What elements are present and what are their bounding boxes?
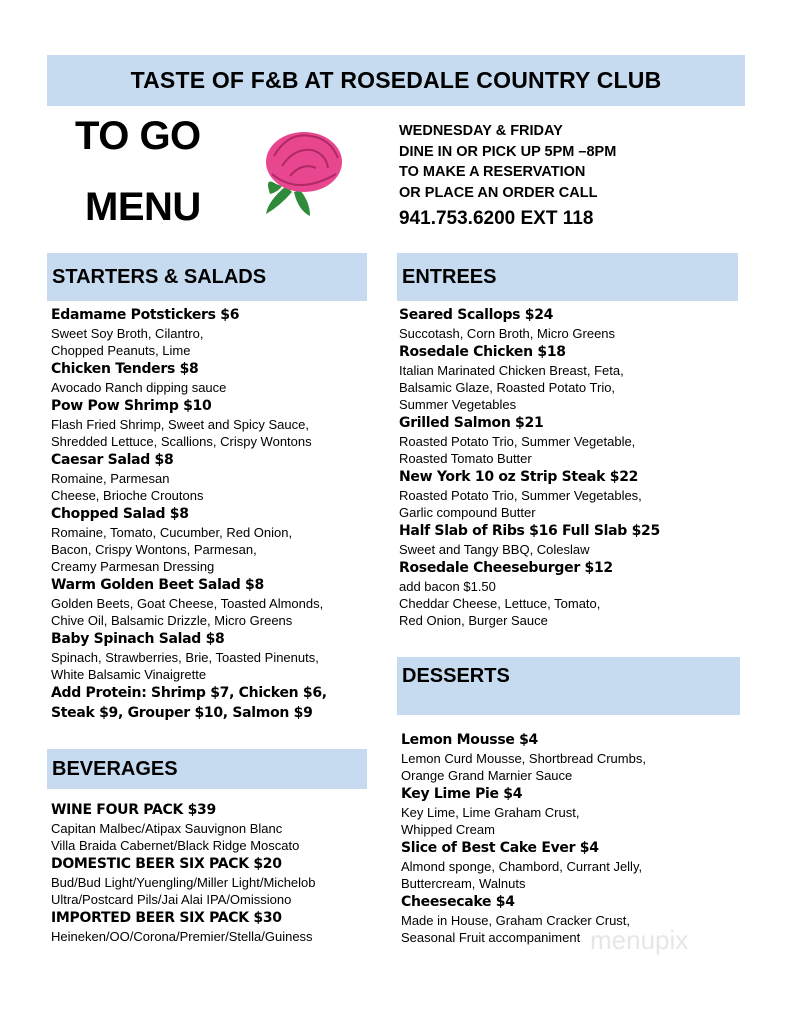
item-description: Chopped Peanuts, Lime (51, 343, 191, 358)
info-line: TO MAKE A RESERVATION (399, 164, 586, 180)
beverages-heading: BEVERAGES (47, 749, 367, 789)
beverages-list (51, 800, 316, 945)
item-description: Made in House, Graham Cracker Crust, (401, 913, 631, 928)
item-description: Bacon, Crispy Wontons, Parmesan, (51, 542, 257, 557)
entrees-heading: ENTREES (397, 253, 738, 301)
watermark: menupix (590, 925, 689, 955)
item-name: Cheesecake $4 (401, 894, 515, 910)
item-name: Grilled Salmon $21 (399, 415, 544, 431)
item-description: Spinach, Strawberries, Brie, Toasted Pinenuts, (51, 650, 319, 665)
item-description: Romaine, Parmesan (51, 471, 170, 486)
item-name: Half Slab of Ribs $16 Full Slab $25 (399, 523, 660, 539)
item-name: Rosedale Chicken $18 (399, 344, 566, 360)
item-description: Chive Oil, Balsamic Drizzle, Micro Greens (51, 613, 293, 628)
item-description: Roasted Potato Trio, Summer Vegetables, (399, 488, 642, 503)
item-description: Cheddar Cheese, Lettuce, Tomato, (399, 596, 601, 611)
item-name: Seared Scallops $24 (399, 307, 554, 323)
item-name: DOMESTIC BEER SIX PACK $20 (51, 856, 282, 872)
item-name: WINE FOUR PACK $39 (51, 802, 216, 818)
menu-item (51, 504, 327, 575)
item-description: Capitan Malbec/Atipax Sauvignon Blanc (51, 821, 283, 836)
menu-item (51, 575, 327, 629)
item-name: Baby Spinach Salad $8 (51, 631, 225, 647)
item-name: IMPORTED BEER SIX PACK $30 (51, 910, 282, 926)
item-description: Roasted Tomato Butter (399, 451, 532, 466)
phone-number[interactable]: 941.753.6200 EXT 118 (399, 208, 594, 229)
item-description: Seasonal Fruit accompaniment (401, 930, 581, 945)
item-description: Garlic compound Butter (399, 505, 536, 520)
item-description: Balsamic Glaze, Roasted Potato Trio, (399, 380, 616, 395)
info-line: OR PLACE AN ORDER CALL (399, 184, 598, 201)
item-description: Roasted Potato Trio, Summer Vegetable, (399, 434, 636, 449)
item-description: Ultra/Postcard Pils/Jai Alai IPA/Omissiono (51, 892, 292, 907)
entrees-list (399, 305, 660, 629)
menu-item (51, 908, 316, 945)
item-description: Succotash, Corn Broth, Micro Greens (399, 326, 616, 341)
menu-item (51, 800, 316, 854)
to-go-heading: TO GO (75, 114, 201, 158)
item-description: Almond sponge, Chambord, Currant Jelly, (401, 859, 643, 874)
item-name: Warm Golden Beet Salad $8 (51, 577, 264, 593)
page-title: TASTE OF F&B AT ROSEDALE COUNTRY CLUB (130, 67, 662, 93)
item-description: Key Lime, Lime Graham Crust, (401, 805, 580, 820)
item-description: Heineken/OO/Corona/Premier/Stella/Guiness (51, 929, 313, 944)
item-description: Romaine, Tomato, Cucumber, Red Onion, (51, 525, 293, 540)
menu-item (51, 305, 327, 359)
desserts-heading: DESSERTS (397, 657, 740, 715)
item-description: Sweet Soy Broth, Cilantro, (51, 326, 204, 341)
item-description: Flash Fried Shrimp, Sweet and Spicy Sauce, (51, 417, 309, 432)
item-description: Lemon Curd Mousse, Shortbread Crumbs, (401, 751, 646, 766)
menu-item (399, 467, 660, 521)
menu-item (401, 784, 646, 838)
item-name: Lemon Mousse $4 (401, 732, 538, 748)
item-description: Summer Vegetables (399, 397, 517, 412)
menu-item (51, 854, 316, 908)
item-name: Chicken Tenders $8 (51, 361, 199, 377)
item-description: Creamy Parmesan Dressing (51, 559, 215, 574)
add-protein-line: Steak $9, Grouper $10, Salmon $9 (51, 705, 313, 721)
add-protein-line: Add Protein: Shrimp $7, Chicken $6, (51, 685, 327, 701)
menu-item (399, 305, 660, 342)
item-description: Villa Braida Cabernet/Black Ridge Moscato (51, 838, 300, 853)
item-name: Key Lime Pie $4 (401, 786, 523, 802)
item-description: add bacon $1.50 (399, 579, 496, 594)
item-description: Sweet and Tangy BBQ, Coleslaw (399, 542, 590, 557)
item-description: Bud/Bud Light/Yuengling/Miller Light/Michelob (51, 875, 316, 890)
item-description: Whipped Cream (401, 822, 495, 837)
item-description: Buttercream, Walnuts (401, 876, 526, 891)
item-name: Pow Pow Shrimp $10 (51, 398, 212, 414)
item-description: Cheese, Brioche Croutons (51, 488, 204, 503)
menu-item (51, 359, 327, 396)
info-line: WEDNESDAY & FRIDAY (399, 123, 563, 139)
item-name: Slice of Best Cake Ever $4 (401, 840, 599, 856)
item-description: White Balsamic Vinaigrette (51, 667, 207, 682)
hours-info (399, 121, 616, 203)
menu-heading: MENU (85, 185, 201, 229)
starters-list (51, 305, 327, 723)
menu-item (399, 342, 660, 413)
starters-heading: STARTERS & SALADS (47, 253, 367, 301)
menu-item (399, 558, 660, 629)
item-name: New York 10 oz Strip Steak $22 (399, 469, 639, 485)
rose-icon (258, 126, 352, 218)
menu-item (401, 730, 646, 784)
item-description: Orange Grand Marnier Sauce (401, 768, 573, 783)
item-description: Italian Marinated Chicken Breast, Feta, (399, 363, 624, 378)
item-description: Avocado Ranch dipping sauce (51, 380, 227, 395)
item-description: Golden Beets, Goat Cheese, Toasted Almonds, (51, 596, 324, 611)
menu-item (51, 450, 327, 504)
desserts-list (401, 730, 646, 946)
info-line: DINE IN OR PICK UP 5PM –8PM (399, 143, 617, 160)
menu-item (51, 396, 327, 450)
menu-item (401, 838, 646, 892)
menu-item (399, 521, 660, 558)
menu-item (399, 413, 660, 467)
item-description: Red Onion, Burger Sauce (399, 613, 548, 628)
item-name: Rosedale Cheeseburger $12 (399, 560, 613, 576)
menu-item (51, 629, 327, 683)
item-name: Chopped Salad $8 (51, 506, 189, 522)
item-description: Shredded Lettuce, Scallions, Crispy Wontons (51, 434, 312, 449)
item-name: Caesar Salad $8 (51, 452, 174, 468)
item-name: Edamame Potstickers $6 (51, 307, 240, 323)
